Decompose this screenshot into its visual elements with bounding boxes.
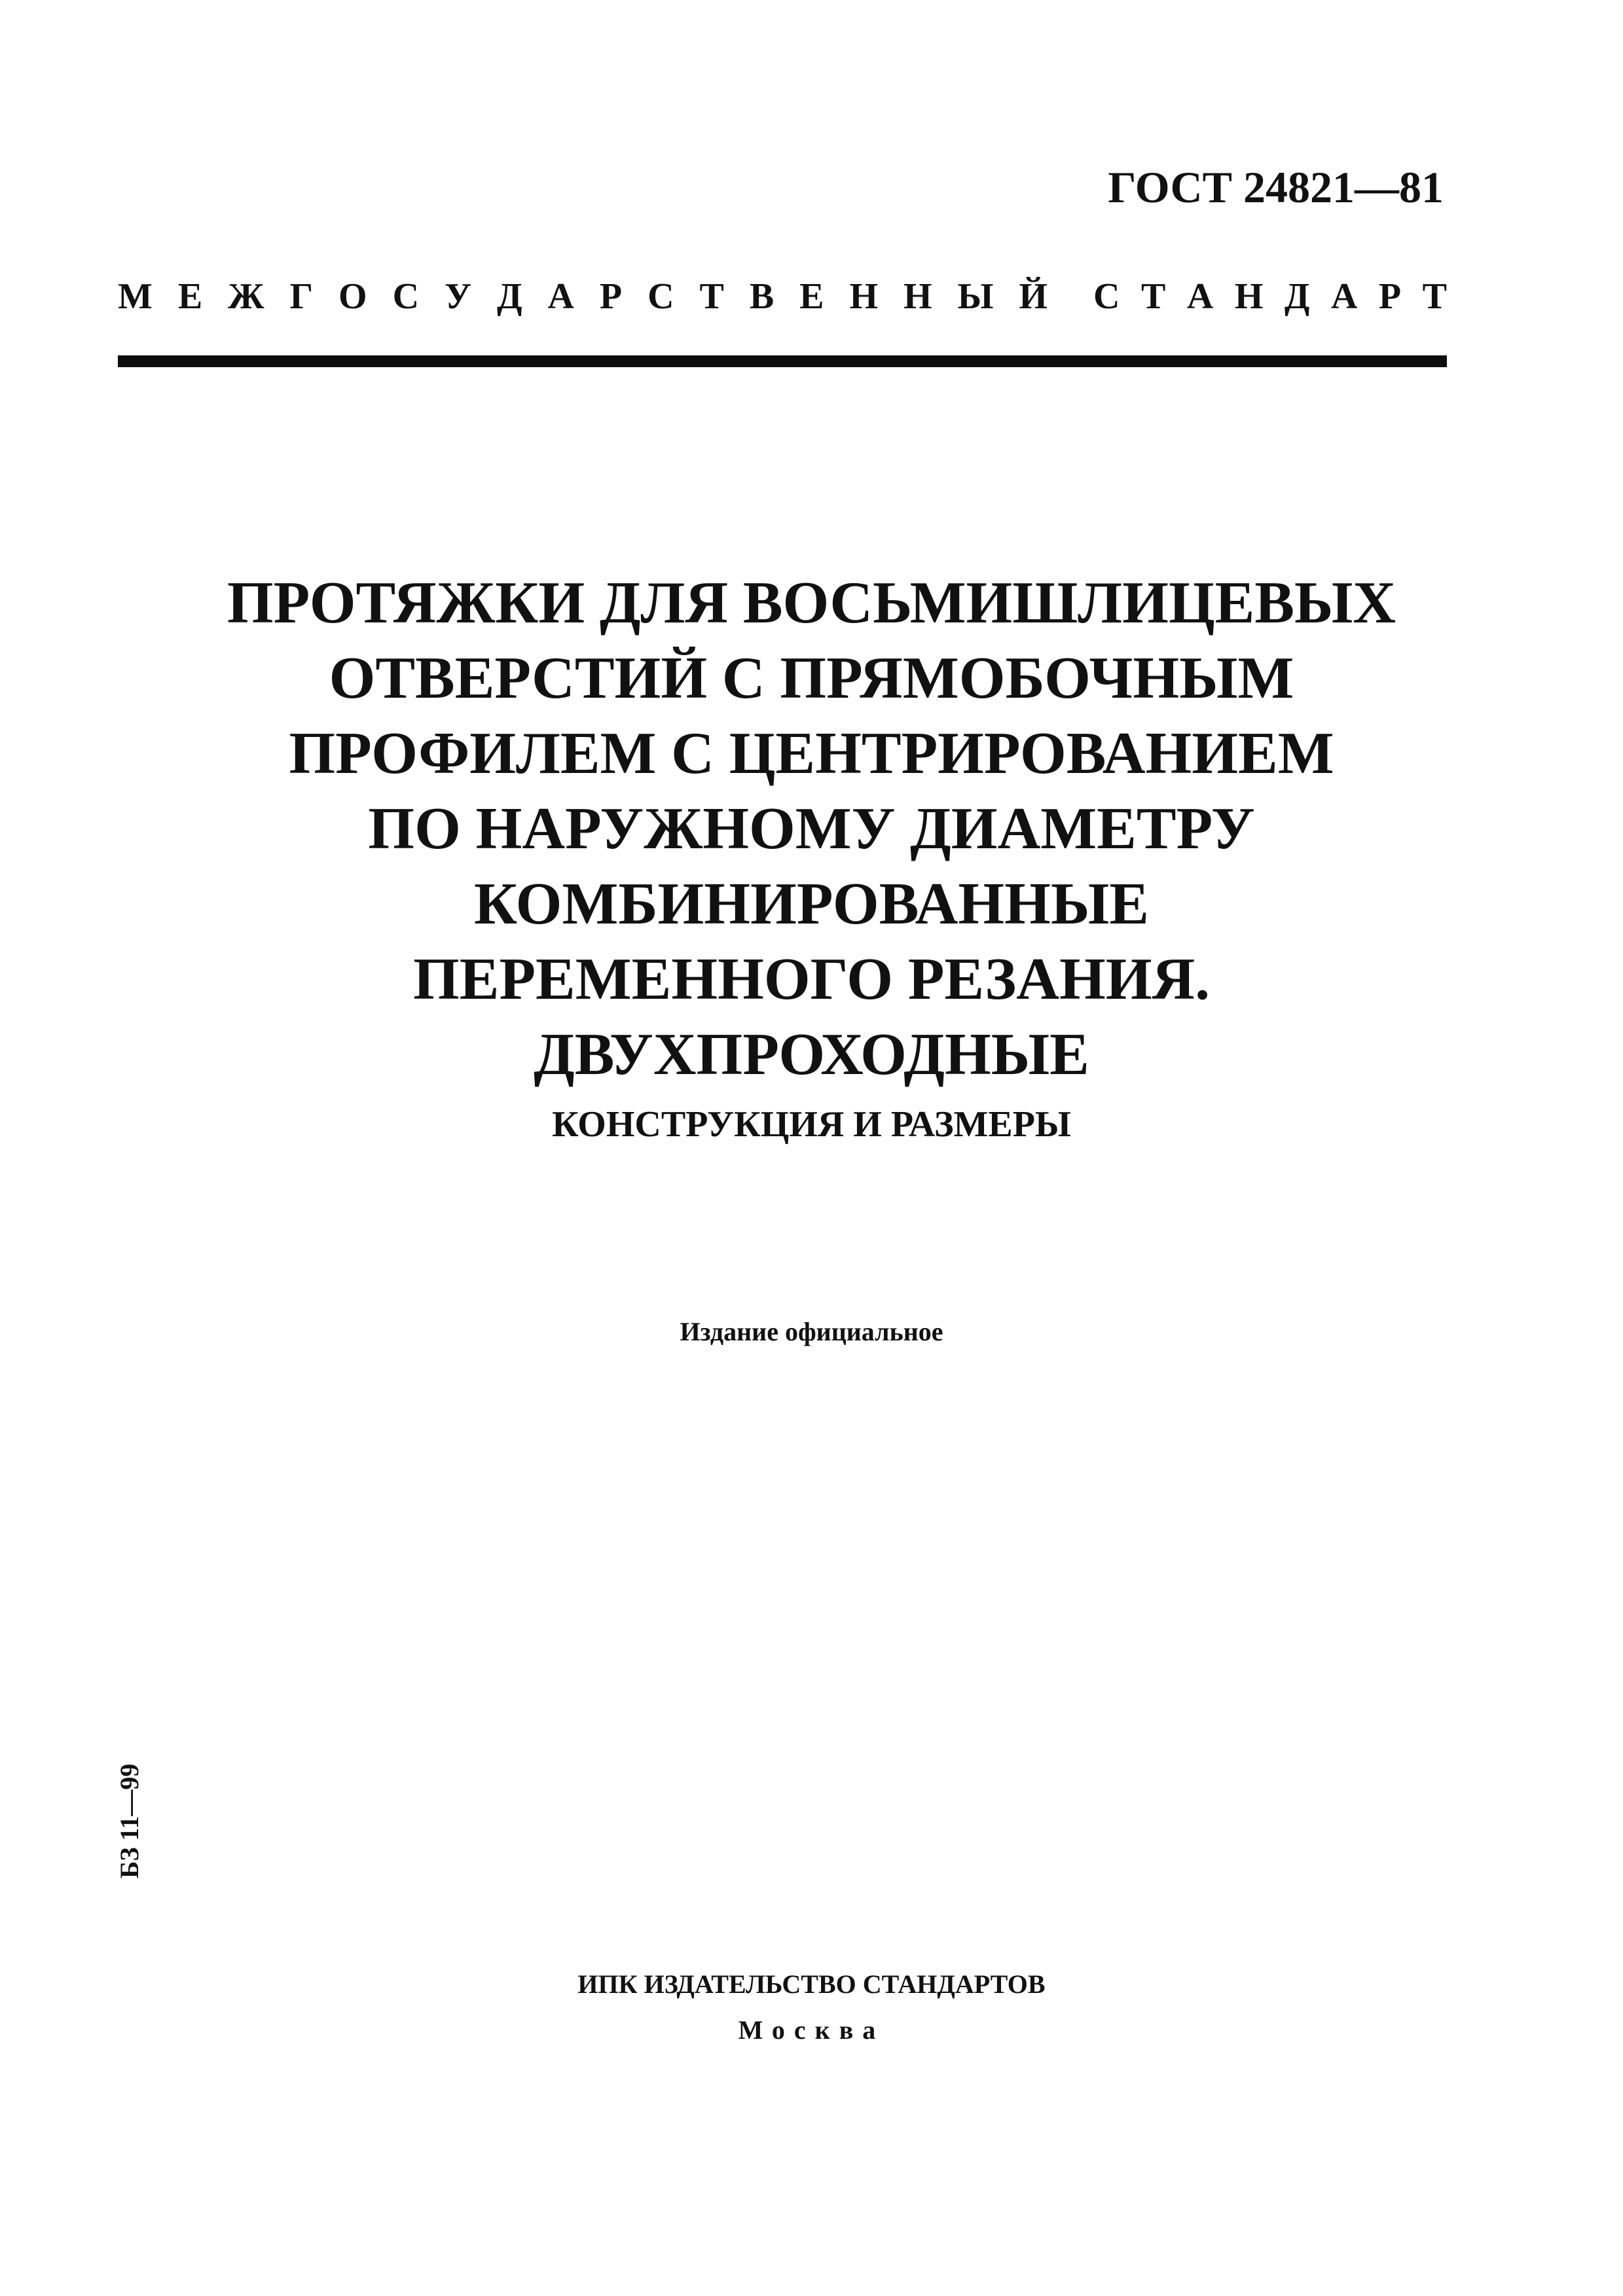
document-subtitle: КОНСТРУКЦИЯ И РАЗМЕРЫ [552, 1104, 1071, 1145]
heading-letter: А [547, 276, 574, 317]
heading-letter: Й [1019, 276, 1048, 317]
heading-letter: Р [1378, 276, 1402, 317]
title-line: ОТВЕРСТИЙ С ПРЯМОБОЧНЫМ [329, 645, 1294, 711]
heading-letter: А [1186, 276, 1214, 317]
heading-letter: Н [903, 276, 932, 317]
heading-letter: Р [599, 276, 623, 317]
header-rule [118, 355, 1447, 367]
gost-number: ГОСТ 24821—81 [1108, 162, 1444, 212]
heading-letter: Е [799, 276, 824, 317]
heading-letter: У [444, 276, 472, 317]
heading-letter: Ж [228, 276, 264, 317]
title-line: ПЕРЕМЕННОГО РЕЗАНИЯ. [412, 946, 1211, 1012]
heading-letter: Т [1422, 276, 1447, 317]
heading-letter: С [647, 276, 674, 317]
heading-letter: Т [1140, 276, 1166, 317]
title-line: ПО НАРУЖНОМУ ДИАМЕТРУ [368, 795, 1255, 861]
heading-letter: Д [1284, 276, 1310, 317]
publisher-city: Москва [738, 2015, 885, 2045]
publisher-name: ИПК ИЗДАТЕЛЬСТВО СТАНДАРТОВ [577, 1969, 1046, 1999]
heading-letter: М [118, 276, 153, 317]
heading-letter: Ы [957, 276, 994, 317]
heading-letter: Д [497, 276, 522, 317]
title-line: ДВУХПРОХОДНЫЕ [534, 1021, 1089, 1087]
standard-type-heading [118, 278, 1447, 315]
document-title [0, 565, 1623, 1092]
heading-letter: С [1093, 276, 1120, 317]
heading-letter: Г [289, 276, 314, 317]
title-line: ПРОТЯЖКИ ДЛЯ ВОСЬМИШЛИЦЕВЫХ [227, 569, 1396, 636]
standard-type-word-standard [1093, 278, 1447, 315]
heading-letter: В [749, 276, 775, 317]
side-code: БЗ 11—99 [115, 1763, 144, 1878]
standard-type-word-interstate [118, 278, 1048, 315]
edition-note: Издание официальное [680, 1317, 943, 1346]
heading-letter: Т [699, 276, 724, 317]
heading-letter: А [1330, 276, 1358, 317]
heading-letter: Е [177, 276, 203, 317]
heading-letter: Н [849, 276, 878, 317]
heading-letter: Н [1234, 276, 1264, 317]
heading-letter: С [392, 276, 420, 317]
heading-letter: О [338, 276, 367, 317]
title-line: ПРОФИЛЕМ С ЦЕНТРИРОВАНИЕМ [289, 720, 1334, 786]
title-line: КОМБИНИРОВАННЫЕ [473, 870, 1150, 937]
